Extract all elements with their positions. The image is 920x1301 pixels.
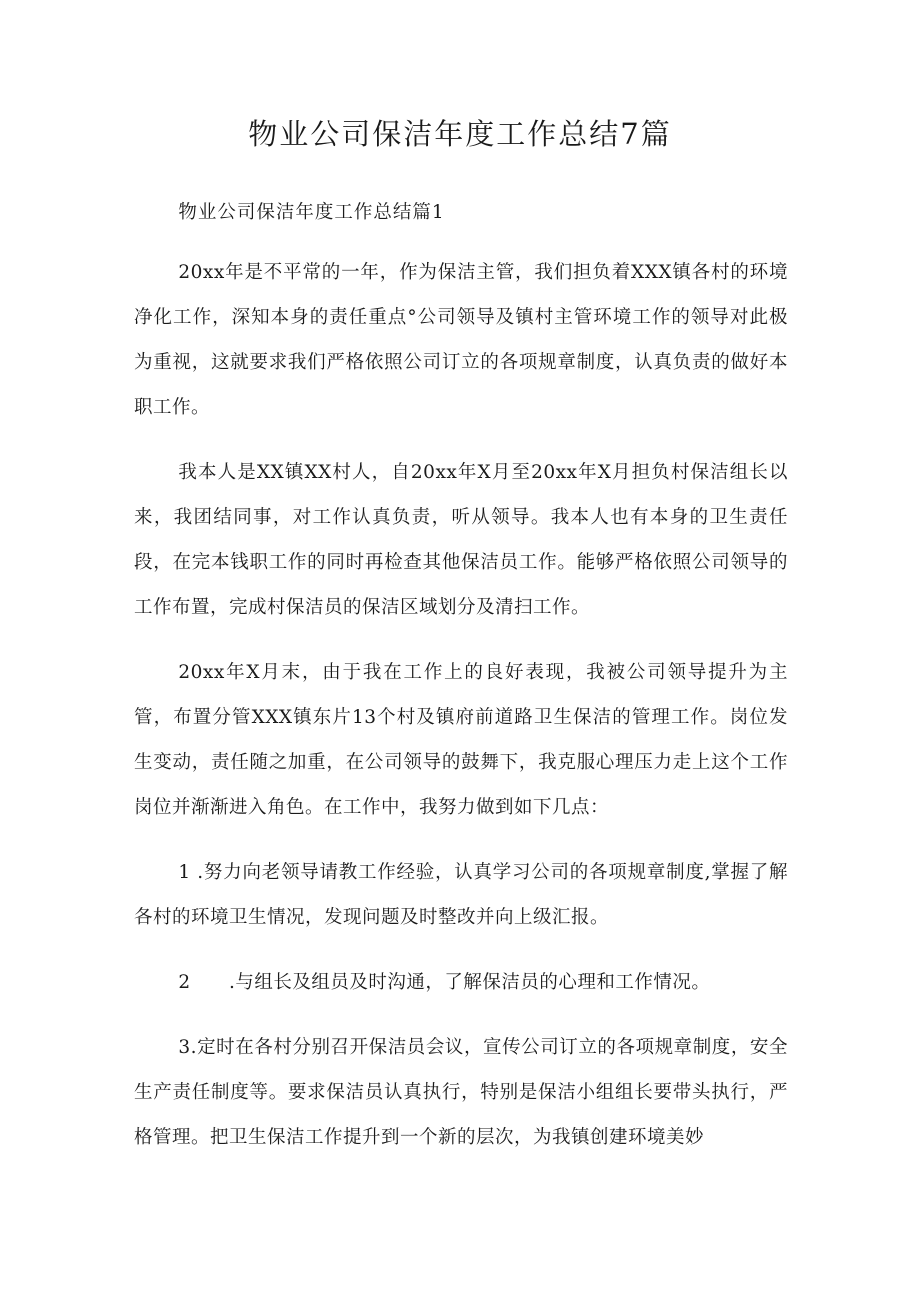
- document-body: [134, 190, 788, 1180]
- paragraph: 我本人是XX镇XX村人，自20xx年X月至20xx年X月担负村保洁组长以来，我团结同事，对工作认真负责，听从领导。我本人也有本身的卫生责任段，在完本钱职工作的同时再检查其他保洁员工作。能够严格依照公司领导的工作布置，完成村保洁员的保洁区域划分及清扫工作。: [134, 462, 788, 618]
- list-item: 3.定时在各村分别召开保洁员会议，宣传公司订立的各项规章制度，安全生产责任制度等。要求保洁员认真执行，特别是保洁小组组长要带头执行，严格管理。把卫生保洁工作提升到一个新的层次，为我镇创建环境美妙: [134, 1037, 788, 1148]
- list-item: 1 .努力向老领导请教工作经验，认真学习公司的各项规章制度,掌握了解各村的环境卫生情况，发现问题及时整改并向上级汇报。: [134, 862, 788, 928]
- document-title: 物业公司保洁年度工作总结7篇: [248, 117, 672, 151]
- paragraph: 20xx年是不平常的一年，作为保洁主管，我们担负着XXX镇各村的环境净化工作，深知本身的责任重点°公司领导及镇村主管环境工作的领导对此极为重视，这就要求我们严格依照公司订立的各项规章制度，认真负责的做好本职工作。: [134, 262, 788, 418]
- paragraph: 20xx年X月末，由于我在工作上的良好表现，我被公司领导提升为主管，布置分管XXX镇东片13个村及镇府前道路卫生保洁的管理工作。岗位发生变动，责任随之加重，在公司领导的鼓舞下，我克服心理压力走上这个工作岗位并渐渐进入角色。在工作中，我努力做到如下几点：: [134, 662, 788, 818]
- list-item: 2 .与组长及组员及时沟通，了解保洁员的心理和工作情况。: [178, 972, 711, 993]
- section-heading: 物业公司保洁年度工作总结篇1: [178, 202, 445, 223]
